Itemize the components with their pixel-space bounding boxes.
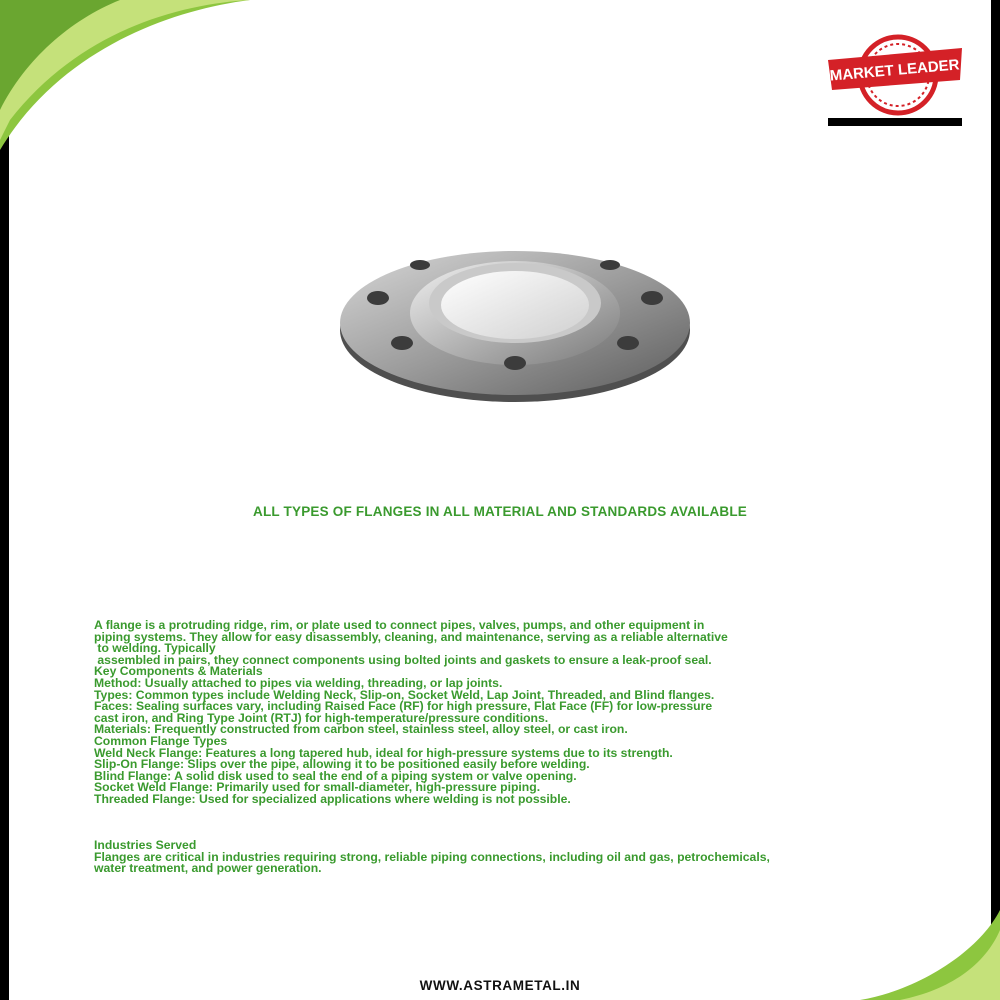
industries-line: Flanges are critical in industries requiring strong, reliable piping connections, including oil and gas, petrochemicals,	[94, 849, 770, 864]
badge-text: MARKET LEADER	[829, 56, 961, 85]
description-line: Socket Weld Flange: Primarily used for small-diameter, high-pressure piping.	[94, 780, 541, 795]
description-line: Weld Neck Flange: Features a long tapered hub, ideal for high-pressure systems due to its strength.	[94, 745, 673, 760]
description-line: to welding. Typically	[94, 641, 216, 656]
market-leader-badge	[828, 30, 962, 126]
corner-swoosh-top-left	[0, 0, 250, 160]
badge-bar	[828, 118, 962, 126]
description-line: piping systems. They allow for easy disassembly, cleaning, and maintenance, serving as a reliable alternative	[94, 629, 728, 644]
industries-section	[94, 840, 974, 875]
description-line: Faces: Sealing surfaces vary, including Raised Face (RF) for high pressure, Flat Face (FF) for low-pressure	[94, 699, 713, 714]
description-line: Materials: Frequently constructed from carbon steel, stainless steel, alloy steel, or cast iron.	[94, 722, 628, 737]
description-line: Method: Usually attached to pipes via welding, threading, or lap joints.	[94, 675, 503, 690]
description-line: Threaded Flange: Used for specialized applications where welding is not possible.	[94, 791, 571, 806]
description-line: Key Components & Materials	[94, 664, 263, 679]
headline: ALL TYPES OF FLANGES IN ALL MATERIAL AND STANDARDS AVAILABLE	[253, 504, 747, 519]
description-line: Types: Common types include Welding Neck, Slip-on, Socket Weld, Lap Joint, Threaded, and Blind flanges.	[94, 687, 715, 702]
description-line: assembled in pairs, they connect components using bolted joints and gaskets to ensure a leak-proof seal.	[94, 652, 712, 667]
industries-title: Industries Served	[94, 838, 197, 852]
website-url[interactable]: WWW.ASTRAMETAL.IN	[419, 978, 581, 993]
description-line: Slip-On Flange: Slips over the pipe, allowing it to be positioned easily before welding.	[94, 757, 590, 772]
description-line: cast iron, and Ring Type Joint (RTJ) for high-temperature/pressure conditions.	[94, 710, 549, 725]
description-line: A flange is a protruding ridge, rim, or plate used to connect pipes, valves, pumps, and other equipment in	[94, 618, 705, 632]
flange-image	[330, 235, 700, 405]
description-line: Blind Flange: A solid disk used to seal the end of a piping system or valve opening.	[94, 768, 577, 783]
description-line: Common Flange Types	[94, 733, 228, 748]
industries-line: water treatment, and power generation.	[94, 861, 322, 876]
flange-description	[94, 620, 934, 806]
right-border	[991, 0, 1000, 1000]
